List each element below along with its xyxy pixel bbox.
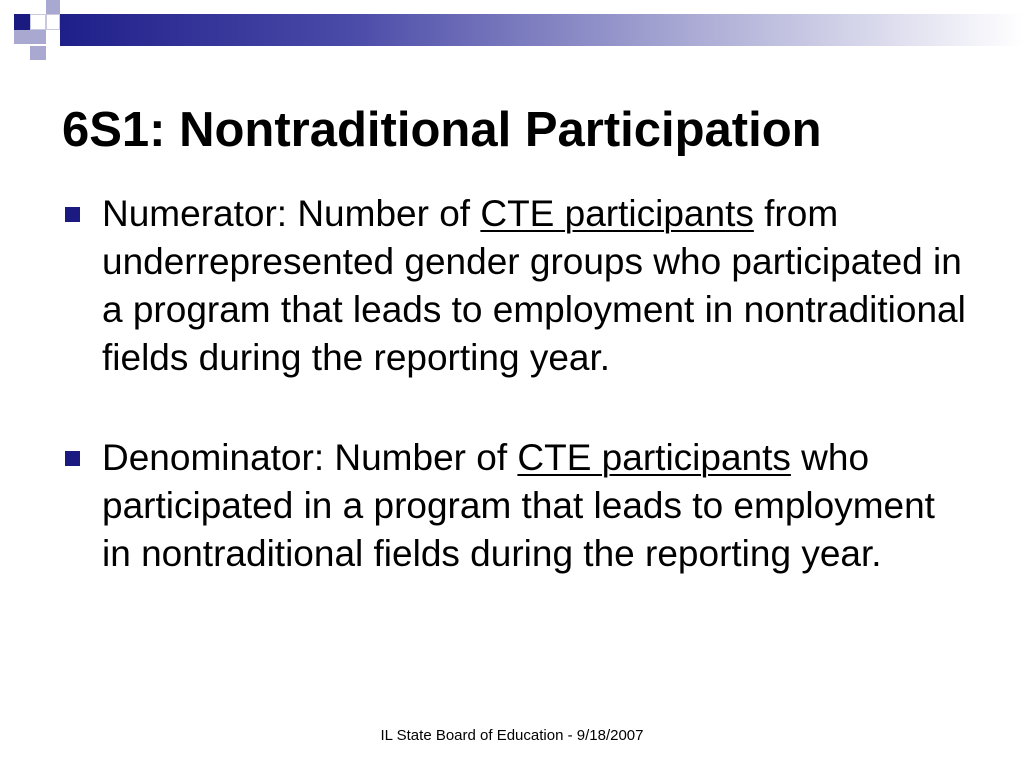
bullet-list bbox=[62, 190, 972, 578]
corner-square-icon bbox=[30, 30, 46, 44]
square-bullet-icon bbox=[65, 207, 80, 222]
slide-title: 6S1: Nontraditional Participation bbox=[62, 103, 822, 157]
corner-square-icon bbox=[14, 14, 30, 30]
bullet-prefix: Denominator: Number of bbox=[102, 437, 518, 478]
corner-square-icon bbox=[14, 30, 30, 44]
corner-square-icon bbox=[30, 14, 46, 30]
bullet-denominator bbox=[62, 434, 972, 578]
corner-square-icon bbox=[30, 46, 46, 60]
underlined-term: CTE participants bbox=[480, 193, 754, 234]
slide-footer: IL State Board of Education - 9/18/2007 bbox=[380, 727, 644, 744]
corner-square-icon bbox=[46, 14, 60, 30]
bullet-prefix: Numerator: Number of bbox=[102, 193, 481, 234]
gradient-header-bar bbox=[60, 14, 1024, 46]
bullet-numerator bbox=[62, 190, 972, 382]
bullet-suffix: from underrepresented gender groups who participated in a program that leads to employment in nontraditional fields during the reporting year. bbox=[102, 193, 966, 378]
square-bullet-icon bbox=[65, 451, 80, 466]
underlined-term: CTE participants bbox=[517, 437, 791, 478]
corner-square-icon bbox=[46, 0, 60, 14]
header-decoration bbox=[0, 0, 1024, 70]
bullet-suffix: who participated in a program that leads to employment in nontraditional fields during the reporting year. bbox=[102, 437, 935, 574]
